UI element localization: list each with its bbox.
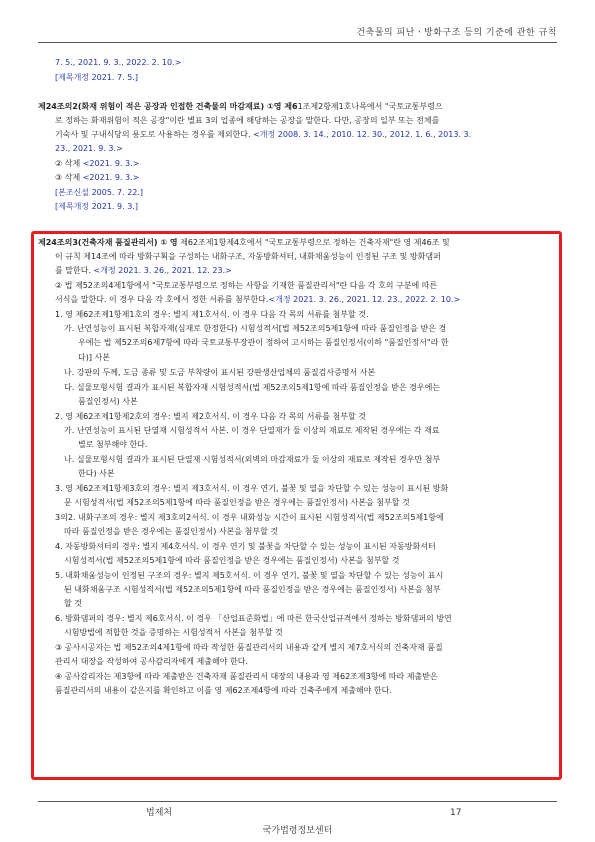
text-line: 6. 방화댐퍼의 경우: 별지 제6호서식. 이 경우 「산업표준화법」에 따른 한국산업규격에서 정하는 방화댐퍼의 방연: [55, 614, 452, 623]
text-line: 문 시험성적서(법 제52조의5제1항에 따라 품질인정을 받은 경우에는 품질인정서) 사본을 첨부할 것: [64, 498, 410, 507]
text-line: 23., 2021. 9. 3.>: [55, 144, 123, 153]
text-line: 4. 자동방화셔터의 경우: 별지 제4호서식. 이 경우 연기 및 불꽃을 차단할 수 있는 성능이 표시된 자동방화셔터: [55, 542, 436, 551]
amendment-note: <개정 2021. 3. 26., 2021. 12. 23.>: [93, 266, 232, 275]
text-line: 제24조의3(건축자재 품질관리서) ① 영 제62조제1항제4호에서 "국토교통부령으로 정하는 건축자재"란 영 제46조 및: [38, 238, 450, 247]
footer-source: 국가법령정보센터: [262, 826, 333, 836]
text-line: 시험성적서(법 제52조의5제1항에 따라 품질인정을 받은 경우에는 품질인정서) 사본을 첨부할 것: [64, 556, 400, 565]
text-line: 품질인정서) 사본: [78, 397, 138, 406]
text-line: 로 정하는 화재위험이 적은 공장"이란 별표 3의 업종에 해당하는 공장을 말한다. 다만, 공장의 일부 또는 전체를: [55, 116, 440, 125]
text-line: 2. 영 제62조제1항제2호의 경우: 별지 제2호서식. 이 경우 다음 각 목의 서류를 첨부할 것: [55, 412, 366, 421]
text-line: 이 규칙 제14조에 따라 방화구획을 구성하는 내화구조, 자동방화셔터, 내화채움성능이 인정된 구조 및 방화댐퍼: [55, 252, 441, 261]
text-line: 품질관리서의 내용이 같은지를 확인하고 이를 영 제62조제4항에 따라 건축주에게 제출해야 한다.: [55, 686, 392, 695]
amendment-note: <개정 2021. 3. 26., 2021. 12. 23., 2022. 2. 10.>: [268, 295, 461, 304]
text-line: 가. 난연성능이 표시된 복합자재(심재로 한정한다) 시험성적서[법 제52조의5제1항에 따라 품질인정을 받은 경: [64, 324, 447, 333]
text-line: ② 삭제 <2021. 9. 3.>: [55, 159, 140, 168]
text-line: 3. 영 제62조제1항제3호의 경우: 별지 제3호서식. 이 경우 연기, 불꽃 및 열을 차단할 수 있는 성능이 표시된 방화: [55, 484, 449, 493]
text-line: ② 법 제52조의4제1항에서 "국토교통부령으로 정하는 사항을 기재한 품질관리서"란 다음 각 호의 구분에 따른: [55, 281, 438, 290]
text-line: 기숙사 및 구내식당의 용도로 사용하는 경우를 제외한다. <개정 2008. 3. 14., 2010. 12. 30., 2012. 1. 6., 2013. 3.: [55, 130, 472, 139]
text-line: 서식을 말한다. 이 경우 다음 각 호에서 정한 서류를 첨부한다.<개정 2021. 3. 26., 2021. 12. 23., 2022. 2. 10.>: [55, 295, 461, 304]
text-line: ③ 삭제 <2021. 9. 3.>: [55, 173, 140, 182]
text-line: 다)] 사본: [78, 353, 110, 362]
text-line: [본조신설 2005. 7. 22.]: [55, 188, 144, 197]
text-line: 다. 실물모형시험 결과가 표시된 복합자재 시험성적서(법 제52조의5제1항에 따라 품질인정을 받은 경우에는: [64, 383, 441, 392]
text-line: 가. 난연성능이 표시된 단열재 시험성적서 사본. 이 경우 단열재가 둘 이상의 재료로 제작된 경우에는 각 재료: [64, 426, 440, 435]
text-line: 할 것: [64, 599, 82, 608]
text-line: 된 내화채움구조 시험성적서(법 제52조의5제1항에 따라 품질인정을 받은 경우에는 품질인정서) 사본을 첨부: [64, 585, 441, 594]
text-line: 7. 5., 2021. 9. 3., 2022. 2. 10.>: [55, 58, 182, 67]
text-line: 를 말한다. <개정 2021. 3. 26., 2021. 12. 23.>: [55, 266, 232, 275]
text-line: 나. 강판의 두께, 도금 종류 및 도금 부착량이 표시된 강판생산업체의 품질검사증명서 사본: [64, 368, 376, 377]
text-line: ④ 공사감리자는 제3항에 따라 제출받은 건축자재 품질관리서 대장의 내용과 영 제62조제3항에 따라 제출받은: [55, 672, 438, 681]
text-line: 별로 첨부해야 한다.: [78, 440, 148, 449]
text-line: 우에는 법 제52조의6제7항에 따라 국토교통부장관이 정하여 고시하는 품질인정서(이하 "품질인정서"라 한: [78, 338, 449, 347]
text-line: ③ 공사시공자는 법 제52조의4제1항에 따라 작성한 품질관리서의 내용과 같게 별지 제7호서식의 건축자재 품질: [55, 643, 443, 652]
footer-publisher: 법제처: [146, 808, 173, 818]
amendment-note: <2021. 9. 3.>: [82, 173, 140, 182]
header-title: 건축물의 피난ㆍ방화구조 등의 기준에 관한 규칙: [356, 28, 557, 38]
text-line: 한다) 사본: [78, 469, 115, 478]
footer-page-number: 17: [450, 808, 462, 818]
text-line: 나. 실물모형시험 결과가 표시된 단열재 시험성적서(외벽의 마감재료가 둘 이상의 재료로 제작된 경우만 첨부: [64, 455, 441, 464]
text-line: 3의2. 내화구조의 경우: 별지 제3호의2서식. 이 경우 내화성능 시간이 표시된 시험성적서(법 제52조의5제1항에: [55, 513, 444, 522]
text-line: 1. 영 제62조제1항제1호의 경우: 별지 제1호서식. 이 경우 다음 각 목의 서류를 첨부할 것.: [55, 310, 369, 319]
text-line: 따라 품질인정을 받은 경우에는 품질인정서) 사본을 첨부할 것: [64, 527, 279, 536]
text-line: 제24조의2(화재 위험이 적은 공장과 인접한 건축물의 마감재료) ①영 제61조제2항제1호나목에서 "국토교통부령으: [38, 102, 443, 111]
text-line: [제목개정 2021. 7. 5.]: [55, 73, 138, 82]
amendment-note: <개정 2008. 3. 14., 2010. 12. 30., 2012. 1. 6., 2013. 3.: [253, 130, 472, 139]
text-line: 5. 내화채움성능이 인정된 구조의 경우: 별지 제5호서식. 이 경우 연기, 불꽃 및 열을 차단할 수 있는 성능이 표시: [55, 571, 444, 580]
text-line: 관리서 대장을 작성하여 공사감리자에게 제출해야 한다.: [55, 657, 248, 666]
text-line: 시험방법에 적합한 것을 증명하는 시험성적서 사본을 첨부할 것: [64, 628, 283, 637]
footer-divider: [38, 801, 557, 802]
article-title: 제24조의3(건축자재 품질관리서) ① 영: [38, 238, 178, 247]
header-divider: [38, 42, 557, 43]
text-line: [제목개정 2021. 9. 3.]: [55, 202, 138, 211]
amendment-note: <2021. 9. 3.>: [82, 159, 140, 168]
article-title: 제24조의2(화재 위험이 적은 공장과 인접한 건축물의 마감재료) ①영 제6: [38, 102, 298, 111]
